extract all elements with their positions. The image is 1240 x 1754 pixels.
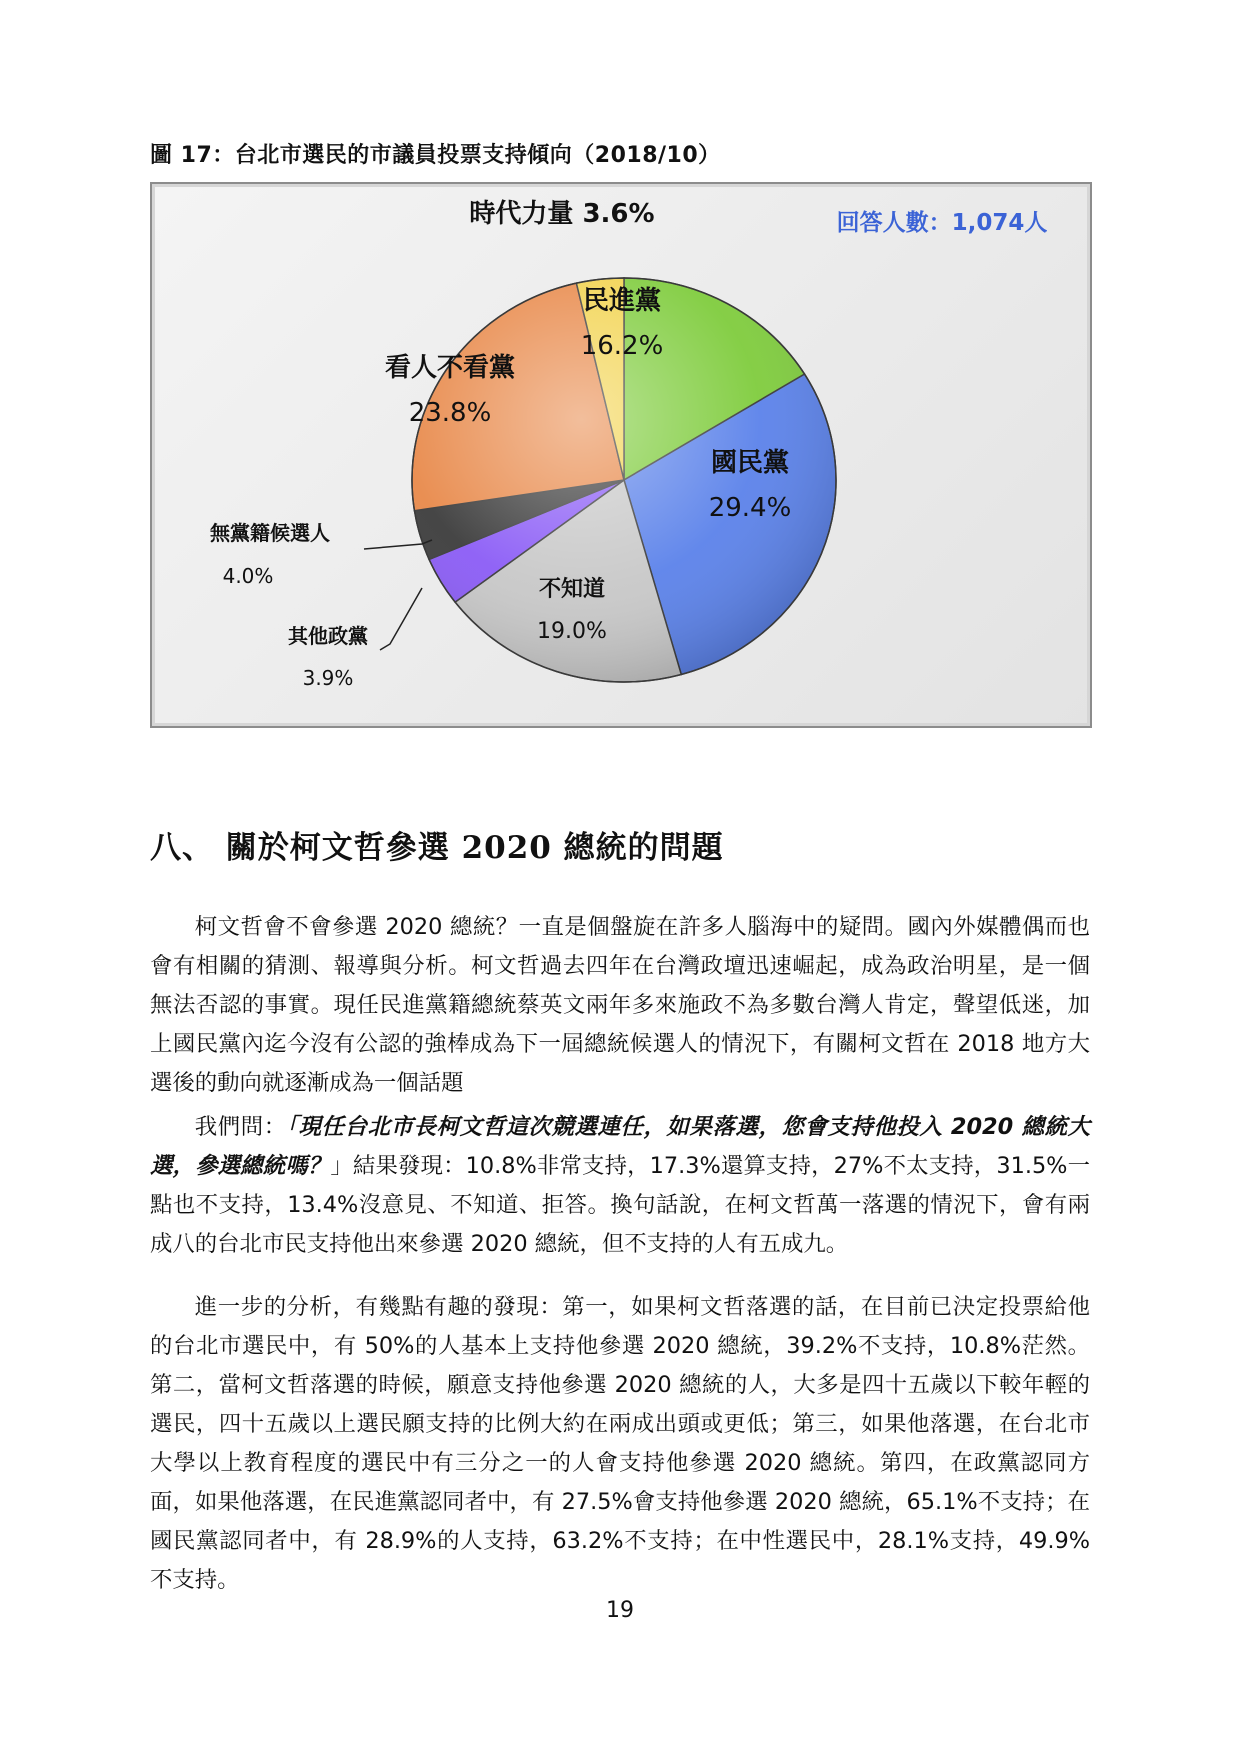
slice-label-independent-name: 無黨籍候選人 [210,521,330,545]
paragraph-3: 進一步的分析，有幾點有趣的發現：第一，如果柯文哲落選的話，在目前已決定投票給他的台北市選民中，有 50%的人基本上支持他參選 2020 總統，39.2%不支持，10.8%茫然。第二，當柯文哲落選的時候，願意支持他參選 2020 總統的人，大多是四十五歲以下較年輕的選民，四十五歲以上選民願支持的比例大約在兩成出頭或更低；第三，如果他落選，在台北市大學以上教育程度的選民中有三分之一的人會支持他參選 2020 總統。第四，在政黨認同方面，如果他落選，在民進黨認同者中，有 27.5%會支持他參選 2020 總統，65.1%不支持；在國民黨認同者中，有 28.9%的人支持，63.2%不支持；在中性選民中，28.1%支持，49.9%不支持。 [150,1294,1090,1593]
paragraph-1: 柯文哲會不會參選 2020 總統？一直是個盤旋在許多人腦海中的疑問。國內外媒體偶而也會有相關的猜測、報導與分析。柯文哲過去四年在台灣政壇迅速崛起，成為政治明星，是一個無法否認的事實。現任民進黨籍總統蔡英文兩年多來施政不為多數台灣人肯定，聲望低迷，加上國民黨內迄今沒有公認的強棒成為下一屆總統候選人的情況下，有關柯文哲在 2018 地方大選後的動向就逐漸成為一個話題 [150,914,1090,1096]
paragraph-2 [150,1108,1090,1264]
slice-label-kmt-value: 29.4% [708,493,792,523]
paragraph-2-question: 「現任台北市長柯文哲這次競選連任，如果落選，您會支持他投入 2020 總統大選，參選總統嗎？ [150,1114,1091,1179]
slice-label-unknown-name: 不知道 [538,577,606,602]
slice-label-unknown-value: 19.0% [537,619,607,644]
pie-chart [152,184,1090,726]
pie-chart-frame [150,182,1092,728]
figure-title: 圖 17：台北市選民的市議員投票支持傾向（2018/10） [150,143,721,168]
slice-label-kmt-name: 國民黨 [710,448,790,478]
leader-line-other [380,588,422,650]
slice-label-npp: 時代力量 3.6% [469,199,655,229]
slice-label-other-value: 3.9% [302,666,354,690]
slice-label-other-name: 其他政黨 [288,624,368,648]
slice-label-person-value: 23.8% [408,398,492,428]
section-heading: 八、 關於柯文哲參選 2020 總統的問題 [150,830,724,866]
paragraph-2-intro: 我們問： [194,1114,287,1140]
slice-label-dpp-name: 民進黨 [582,286,662,316]
respondents-count: 回答人數：1,074人 [836,210,1048,236]
paragraph-2-rest: 」結果發現：10.8%非常支持，17.3%還算支持，27%不太支持，31.5%一點也不支持，13.4%沒意見、不知道、拒答。換句話說，在柯文哲萬一落選的情況下，會有兩成八的台北市民支持他出來參選 2020 總統，但不支持的人有五成九。 [150,1153,1091,1257]
slice-label-independent-value: 4.0% [222,564,274,588]
slice-label-person-name: 看人不看黨 [384,353,516,383]
page-number: 19 [606,1598,634,1623]
slice-label-dpp-value: 16.2% [580,331,664,361]
